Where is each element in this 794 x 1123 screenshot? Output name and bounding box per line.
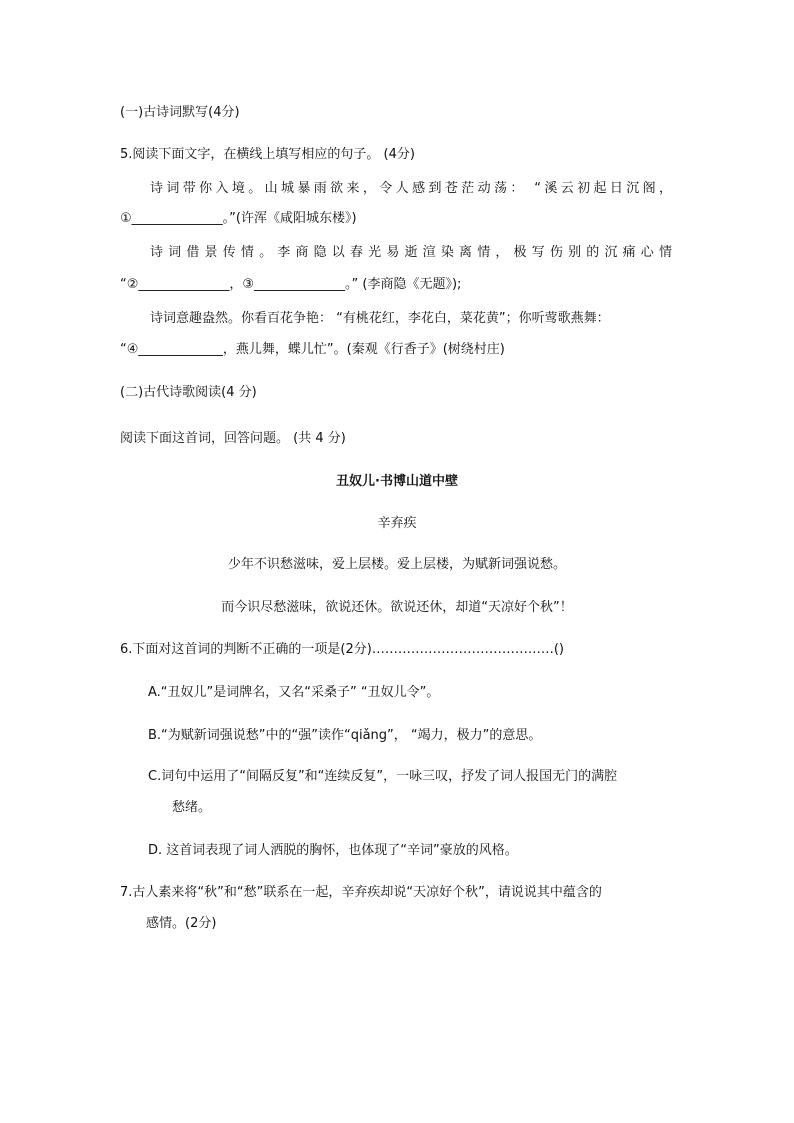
section-heading-ancient-poetry-reading: (二)古代诗歌阅读(4 分) (120, 385, 257, 400)
poem-author: 辛弃疾 (377, 516, 417, 531)
q6-option-a: A.“丑奴儿”是词牌名，又名“采桑子” “丑奴儿令”。 (148, 685, 440, 700)
q5-paragraph-1-line-2: ①______________。”(许浑《咸阳城东楼》) (120, 211, 357, 226)
poem-line-1: 少年不识愁滋味，爱上层楼。爱上层楼，为赋新词强说愁。 (227, 557, 566, 572)
q5-paragraph-3-line-2: “④_____________，燕儿舞，蝶儿忙”。(秦观《行香子》(树绕村庄) (120, 342, 505, 357)
question-7-line-1: 7.古人素来将“秋”和“愁”联系在一起，辛弃疾却说“天凉好个秋”，请说说其中蕴含的 (120, 885, 602, 900)
q6-option-b: B.“为赋新词强说愁”中的“强”读作“qiǎng”， “竭力，极力”的意思。 (148, 728, 542, 743)
q5-paragraph-2-line-2: “②______________，③______________。” (李商隐《无题》); (120, 277, 462, 292)
question-6-stem: 6.下面对这首词的判断不正确的一项是(2分)……………………………………() (120, 642, 564, 657)
poem-title: 丑奴儿·书博山道中壁 (336, 474, 458, 489)
q5-paragraph-2-line-1: 诗词借景传情。李商隐以春光易逝渲染离情，极写伤别的沉痛心情 (150, 245, 672, 260)
q6-option-c-line-1: C.词句中运用了“间隔反复”和“连续反复”，一咏三叹，抒发了词人报国无门的满腔 (148, 769, 618, 784)
section-heading-poetry-dictation: (一)古诗词默写(4分) (120, 105, 240, 120)
q6-option-d: D. 这首词表现了词人洒脱的胸怀，也体现了“辛词”豪放的风格。 (148, 843, 518, 858)
q5-paragraph-1-line-1: 诗词带你入境。山城暴雨欲来，令人感到苍茫动荡： “溪云初起日沉阁， (150, 181, 672, 196)
q5-paragraph-3-line-1: 诗词意趣盎然。你看百花争艳： “有桃花红，李花白，菜花黄”；你听莺歌燕舞： (150, 311, 610, 326)
poem-intro: 阅读下面这首词，回答问题。 (共 4 分) (120, 431, 346, 446)
q6-option-c-line-2: 愁绪。 (172, 800, 212, 815)
poem-line-2: 而今识尽愁滋味，欲说还休。欲说还休，却道“天凉好个秋”！ (221, 600, 573, 615)
question-7-line-2: 感情。(2分) (146, 916, 217, 931)
question-5-stem: 5.阅读下面文字，在横线上填写相应的句子。 (4分) (120, 147, 415, 162)
